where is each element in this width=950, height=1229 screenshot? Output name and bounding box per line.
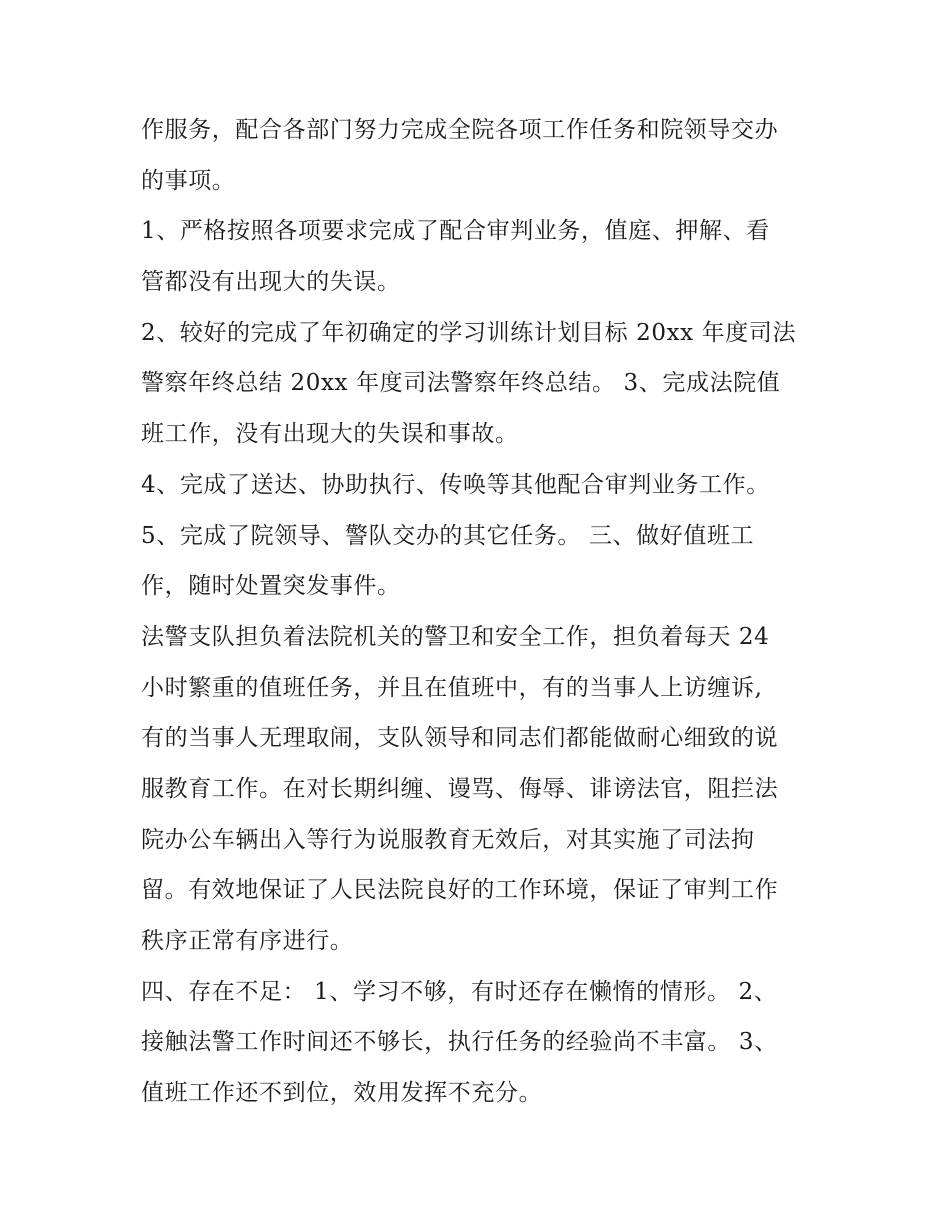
document-body <box>141 105 821 1119</box>
text-line: 4、完成了送达、协助执行、传唤等其他配合审判业务工作。 <box>141 471 770 498</box>
text-line: 小时繁重的值班任务，并且在值班中，有的当事人上访缠诉, <box>141 674 763 701</box>
text-line: 接触法警工作时间还不够长，执行任务的经验尚不丰富。 3、 <box>141 1029 778 1056</box>
text-line: 1、严格按照各项要求完成了配合审判业务，值庭、押解、看 <box>141 218 770 245</box>
text-line: 管都没有出现大的失误。 <box>141 269 401 296</box>
text-line: 留。有效地保证了人民法院良好的工作环境，保证了审判工作 <box>141 877 779 904</box>
text-line: 作，随时处置突发事件。 <box>141 573 401 600</box>
text-line: 2、较好的完成了年初确定的学习训练计划目标 20xx 年度司法 <box>141 319 797 346</box>
text-line: 有的当事人无理取闹，支队领导和同志们都能做耐心细致的说 <box>141 725 779 752</box>
text-line: 服教育工作。在对长期纠缠、谩骂、侮辱、诽谤法官，阻拦法 <box>141 775 779 802</box>
text-line: 班工作，没有出现大的失误和事故。 <box>141 421 519 448</box>
text-line: 值班工作还不到位，效用发挥不充分。 <box>141 1080 543 1107</box>
text-line: 秩序正常有序进行。 <box>141 928 354 954</box>
text-line: 5、完成了院领导、警队交办的其它任务。 三、做好值班工 <box>141 522 755 549</box>
text-line: 四、存在不足： 1、学习不够，有时还存在懒惰的情形。 2、 <box>141 978 778 1005</box>
text-line: 的事项。 <box>141 167 236 194</box>
text-line: 警察年终总结 20xx 年度司法警察年终总结。 3、完成法院值 <box>141 370 781 397</box>
text-line: 法警支队担负着法院机关的警卫和安全工作，担负着每天 24 <box>141 623 770 650</box>
text-line: 院办公车辆出入等行为说服教育无效后，对其实施了司法拘 <box>141 826 755 853</box>
text-line: 作服务，配合各部门努力完成全院各项工作任务和院领导交办 <box>141 117 779 143</box>
